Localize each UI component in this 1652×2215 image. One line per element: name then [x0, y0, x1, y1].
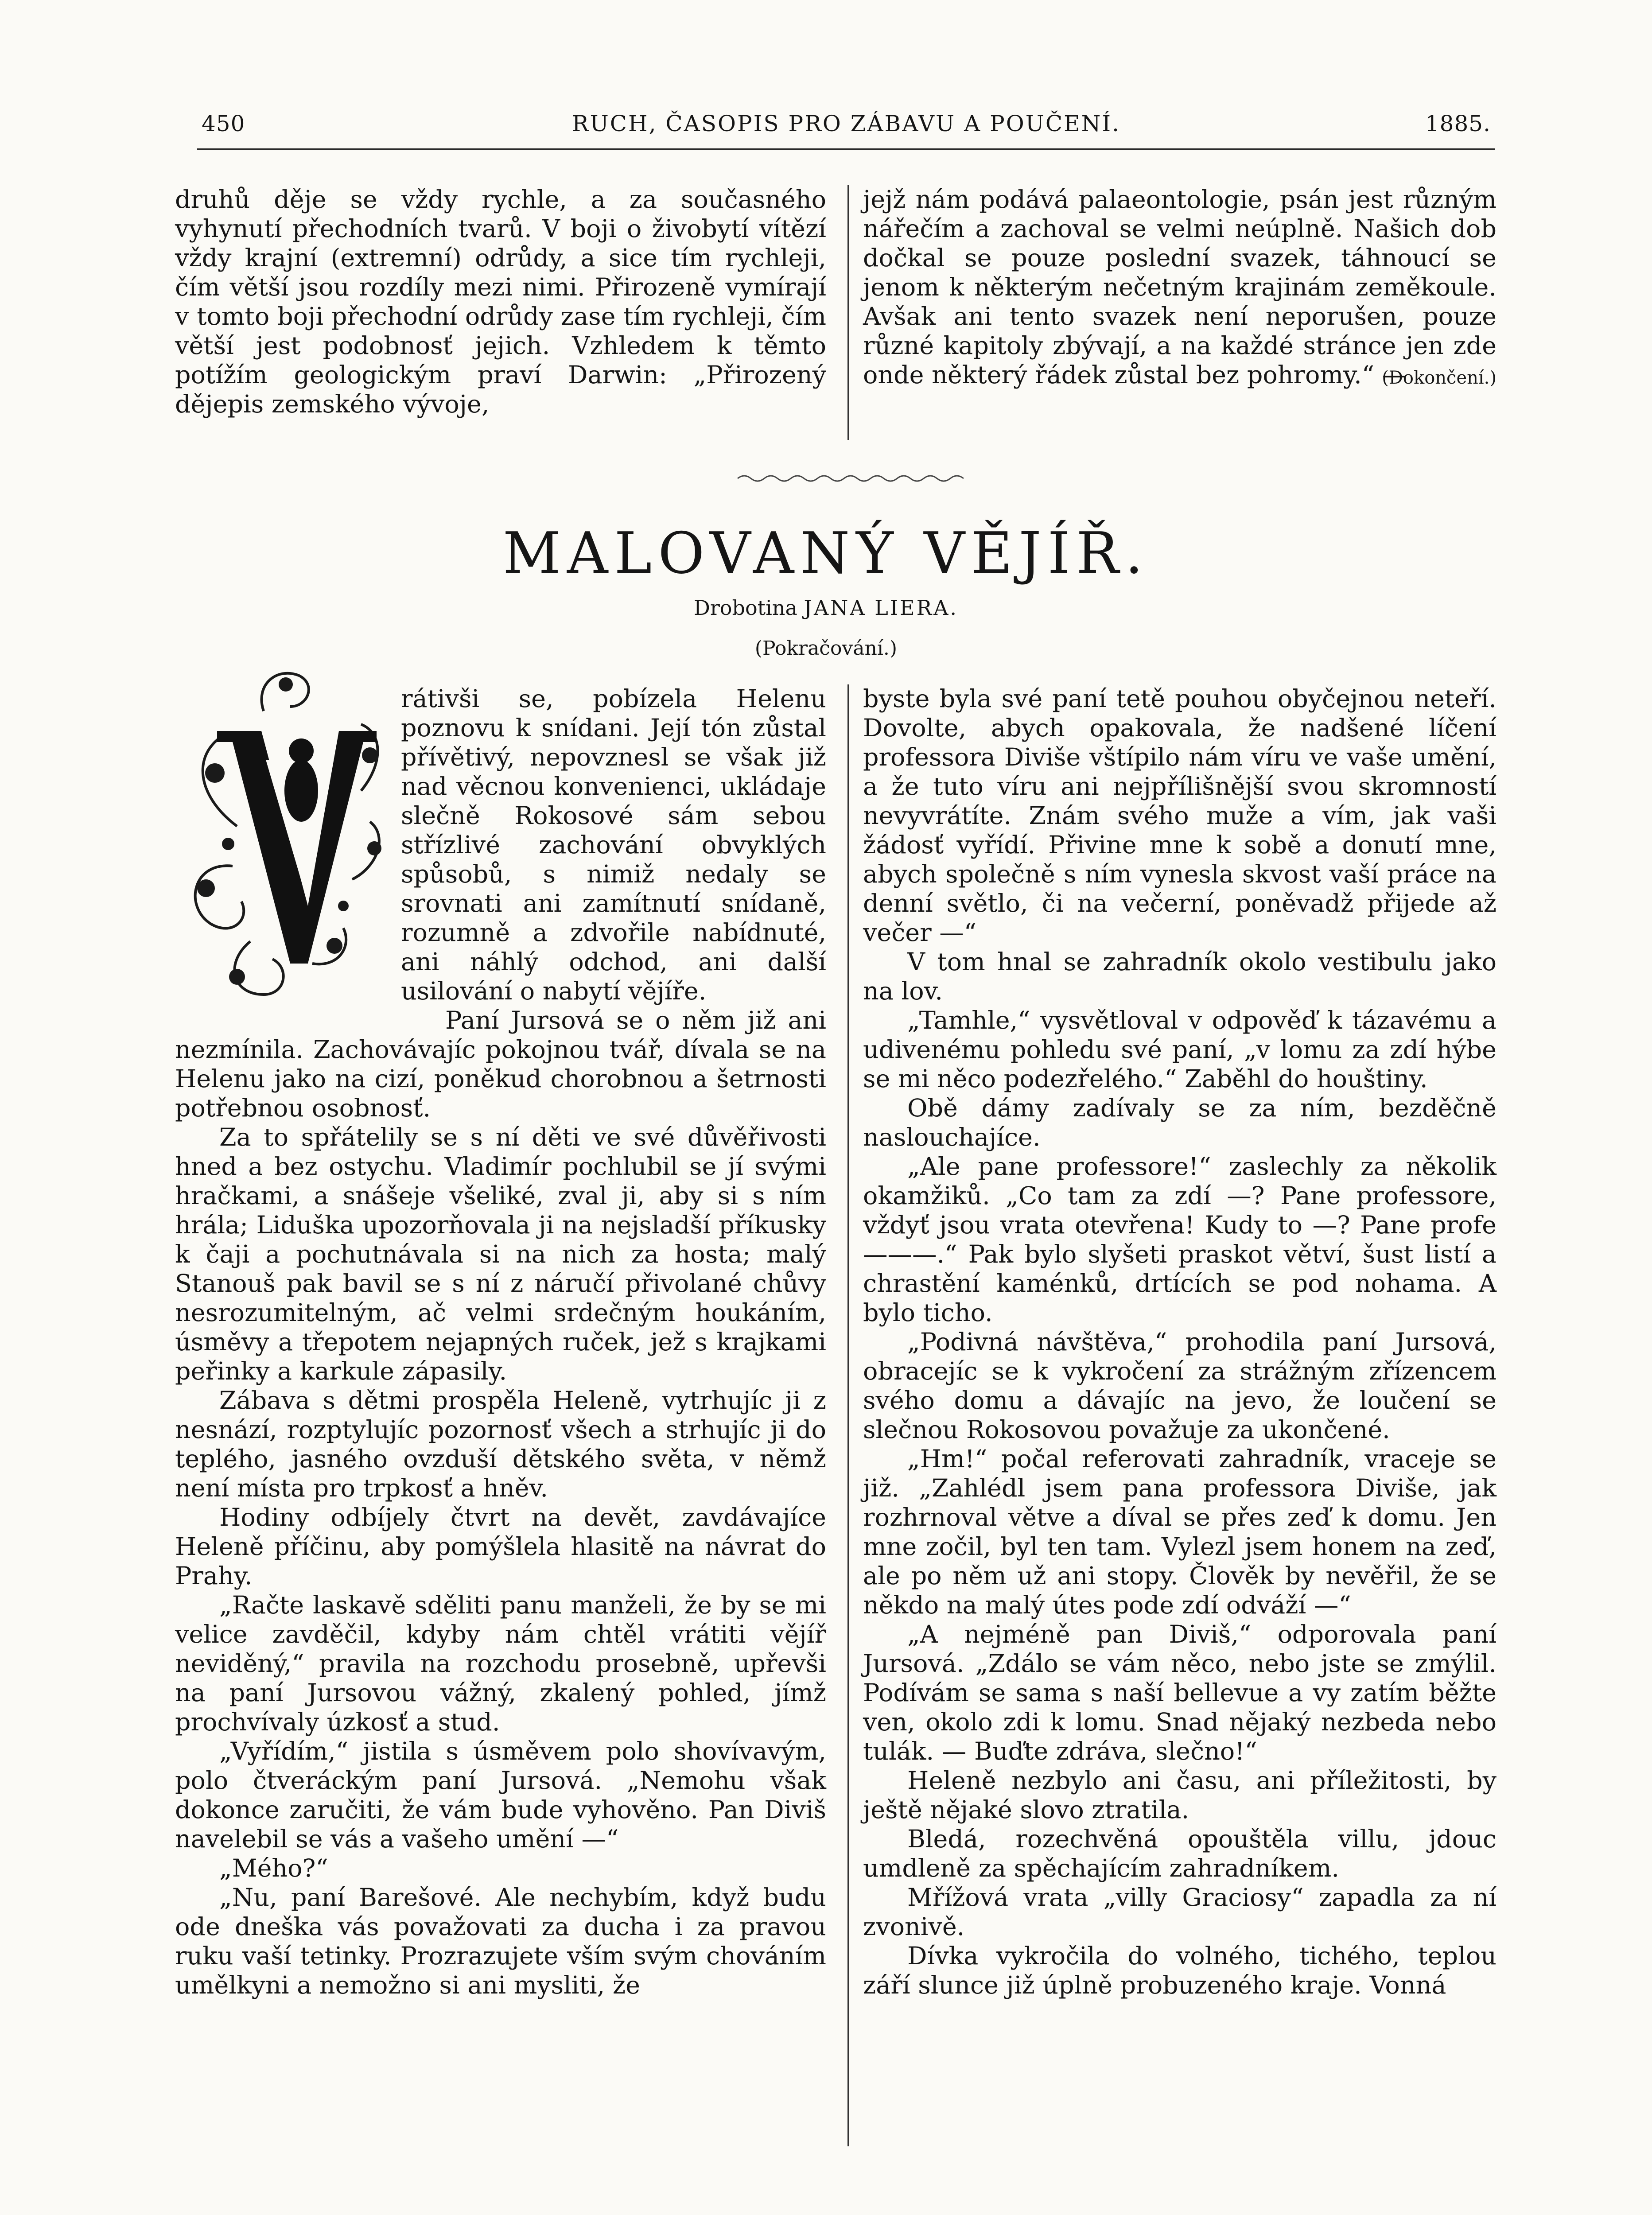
article-paragraph: „Mého?“ — [219, 1854, 328, 1883]
floral-ornament-icon — [175, 658, 392, 1008]
article-paragraph: „Hm!“ počal referovati zahradník, vraceje se již. „Zahlédl jsem pana professora Diviše, jak rozhrnoval větve a díval se přes zeď k domu. Jen mne zočil, byl ten tam. Vylezl jsem honem na zeď, ale po něm už ani stopy. Člověk by nevěřil, že se někdo na malý útes pode zdí odváží —“ — [863, 1445, 1497, 1620]
article-paragraph: Zábava s dětmi prospěla Heleně, vytrhujíc ji z nesnází, rozptylujíc pozornosť všech a strhujíc ji do teplého, jasného ovzduší dětského světa, v němž není místa pro trpkosť a hněv. — [175, 1386, 826, 1503]
article-paragraph: rátivši se, pobízela Helenu poznovu k snídani. Její tón zůstal přívětivý, nepovznesl se však již nad věcnou konvenienci, ukládaje slečně Rokosové sám sebou střízlivé zachování obvyklých spůsobů, s nimiž nedaly se srovnati ani zamítnutí snídaně, rozumně a zdvořile nabídnuté, ani náhlý odchod, ani další usilování o nabytí vějíře. — [401, 684, 826, 1006]
article-paragraph: „Nu, paní Barešové. Ale nechybím, když budu ode dneška vás považovati za ducha i za pravou ruku vaší tetinky. Prozrazujete vším svým chováním umělkyni a nemožno si ani mysliti, že — [175, 1883, 826, 2000]
journal-title: RUCH, ČASOPIS PRO ZÁBAVU A POUČENÍ. — [571, 111, 1121, 136]
year: 1885. — [1425, 111, 1491, 136]
continuation-note: (Pokračování.) — [754, 637, 898, 660]
previous-article-right-column — [863, 185, 1497, 392]
article-paragraph: Dívka vykročila do volného, tichého, teplou září slunce již úplně probuzeného kraje. Vonná — [863, 1942, 1497, 2000]
article-paragraph: „Ale pane professore!“ zaslechly za několik okamžiků. „Co tam za zdí —? Pane professore, vždyť jsou vrata otevřena! Kudy to —? Pane profe———.“ Pak bylo slyšeti praskot větví, šust listí a chrastění kaménků, drtících se pod nohama. A bylo ticho. — [863, 1152, 1497, 1327]
author-name: JANA LIERA. — [804, 596, 959, 620]
previous-article-left-text: druhů děje se vždy rychle, a za současného vyhynutí přechodních tvarů. V boji o živobytí vítězí vždy krajní (extremní) odrůdy, a sice tím rychleji, čím větší jsou rozdíly mezi nimi. Přirozeně vymírají v tomto boji přechodní odrůdy zase tím rychleji, čím větší jest podobnosť jejich. Vzhledem k těmto potížím geologickým praví Darwin: „Přirozený dějepis zemského vývoje, — [175, 185, 826, 419]
running-head — [197, 111, 1495, 151]
article-paragraph: Mřížová vrata „villy Graciosy“ zapadla za ní zvonivě. — [863, 1883, 1497, 1941]
byline-prefix: Drobotina — [693, 596, 797, 620]
header-rule — [197, 148, 1495, 150]
article-title: MALOVANÝ VĚJÍŘ. — [502, 521, 1150, 587]
column-divider-top — [847, 185, 849, 440]
article-paragraph: „Račte laskavě sděliti panu manželi, že by se mi velice zavděčil, kdyby nám chtěl vrátiti vějíř neviděný,“ pravila na rozchodu prosebně, upřevši na paní Jursovou vážný, zkalený pohled, jímž prochvívaly úzkosť a stud. — [175, 1591, 826, 1737]
article-paragraph: „Podivná návštěva,“ prohodila paní Jursová, obracejíc se k vykročení za strážným zřízencem svého domu a dávajíc na jevo, že loučení se slečnou Rokosovou považuje za ukončené. — [863, 1328, 1497, 1444]
article-paragraph: Paní Jursová se o něm již ani nezmínila. Zachovávajíc pokojnou tvář, dívala se na Helenu jako na cizí, poněkud chorobnou a šetrnosti potřebnou osobnosť. — [175, 1006, 826, 1123]
end-note: (Dokončení.) — [1382, 368, 1497, 388]
page-number: 450 — [202, 111, 245, 136]
article-paragraph: Bledá, rozechvěná opouštěla villu, jdouc umdleně za spěchajícím zahradníkem. — [863, 1825, 1497, 1883]
article-paragraph: „Tamhle,“ vysvětloval v odpověď k tázavému a udivenému pohledu své paní, „v lomu za zdí hýbe se mi něco podezřelého.“ Zaběhl do houštiny. — [863, 1006, 1497, 1093]
article-right-column — [863, 684, 1497, 2000]
previous-article-left-column — [175, 185, 826, 419]
decorated-initial — [175, 658, 392, 1008]
article-paragraph: „Vyřídím,“ jistila s úsměvem polo shovívavým, polo čtveráckým paní Jursová. „Nemohu však dokonce zaručiti, že vám bude vyhověno. Pan Diviš navelebil se vás a vašeho umění —“ — [175, 1737, 826, 1854]
article-paragraph: V tom hnal se zahradník okolo vestibulu jako na lov. — [863, 948, 1497, 1006]
article-paragraph: byste byla své paní tetě pouhou obyčejnou neteří. Dovolte, abych opakovala, že nadšené líčení professora Diviše vštípilo nám víru ve vaše umění, a že tuto víru ani nejpřílišnější svou skromností nevyvrátíte. Znám svého muže a vím, jak vaši žádosť vyřídí. Přivine mne k sobě a donutí mne, abych společně s ním vynesla skvost vaší práce na denní světlo, či na večerní, poněvadž přijede až večer —“ — [863, 684, 1497, 947]
article-left-column — [175, 684, 826, 2000]
ornament-separator — [735, 472, 966, 485]
byline — [0, 596, 1652, 620]
article-paragraph: Heleně nezbylo ani času, ani příležitosti, by ještě nějaké slovo ztratila. — [863, 1766, 1497, 1824]
article-paragraph: Hodiny odbíjely čtvrt na devět, zavdávajíce Heleně příčinu, aby pomýšlela hlasitě na návrat do Prahy. — [175, 1503, 826, 1590]
previous-article-right-text: jejž nám podává palaeontologie, psán jest různým nářečím a zachoval se velmi neúplně. Našich dob dočkal se pouze poslední svazek, táhnoucí se jenom k některým nečetným krajinám zeměkoule. Avšak ani tento svazek není neporušen, pouze různé kapitoly zbývají, a na každé stránce jen zde onde některý řádek zůstal bez pohromy.“ — — [863, 185, 1497, 389]
article-paragraph: Obě dámy zadívaly se za ním, bezděčně naslouchajíce. — [863, 1094, 1497, 1152]
article-paragraph: Za to spřátelily se s ní děti ve své důvěřivosti hned a bez ostychu. Vladimír pochlubil se jí svými hračkami, a snášeje všeliké, zval ji, aby si s ním hrála; Liduška upozorňovala ji na nejsladší příkusky k čaji a pochutnávala si na nich za hosta; malý Stanouš pak bavil se s ní z náručí přivolané chůvy nesrozumitelným, ač velmi srdečným houkáním, úsměvy a třepotem nejapných ruček, jež s krajkami peřinky a karkule zápasily. — [175, 1123, 826, 1386]
article-paragraph: „A nejméně pan Diviš,“ odporovala paní Jursová. „Zdálo se vám něco, nebo jste se zmýlil. Podívám se sama s naší bellevue a vy zatím běžte ven, okolo zdi k lomu. Snad nějaký nezbeda nebo tulák. — Buďte zdráva, slečno!“ — [863, 1620, 1497, 1766]
column-divider-main — [847, 684, 849, 2146]
